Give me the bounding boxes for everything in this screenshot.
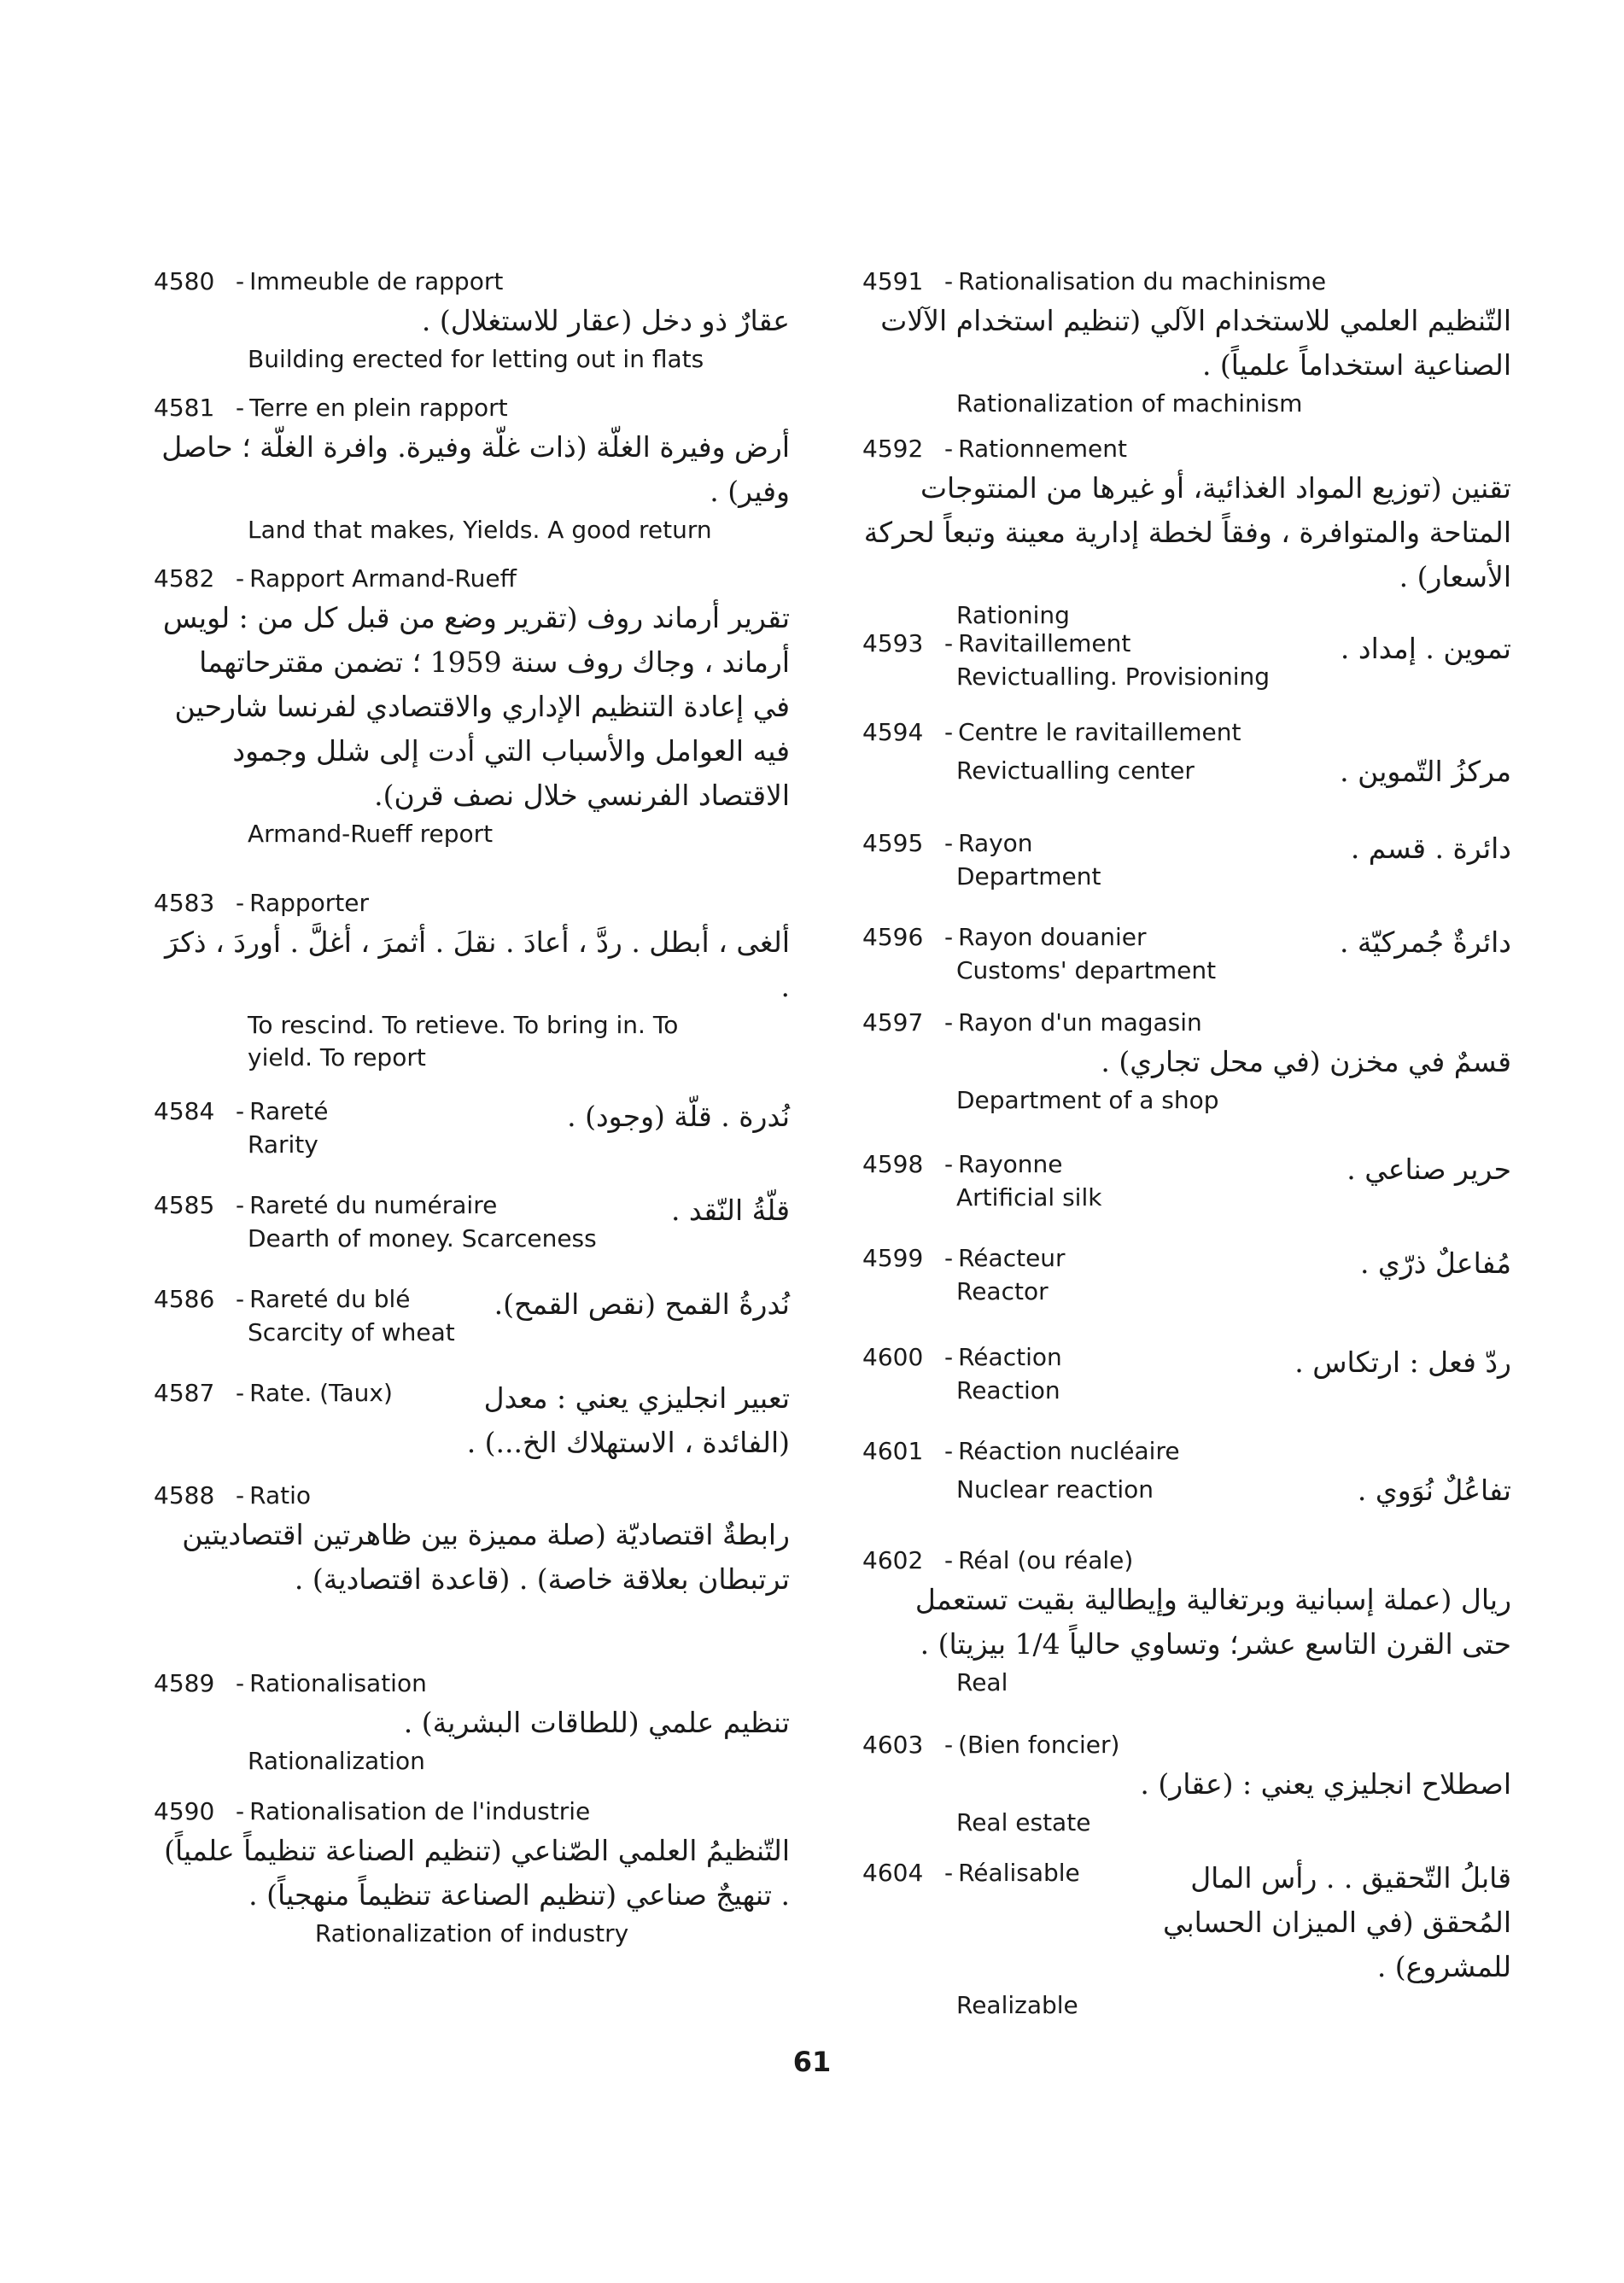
entry-english: Artificial silk bbox=[956, 1183, 1102, 1212]
entry-4589 bbox=[154, 1667, 790, 1795]
entry-term: Réacteur bbox=[958, 1244, 1066, 1272]
entry-number: 4602 bbox=[862, 1546, 924, 1574]
entry-arabic: التّنظيم العلمي للاستخدام الآلي (تنظيم استخدام الآلات الصناعية استخداماً علمياً) . bbox=[880, 304, 1511, 382]
entry-4602 bbox=[862, 1544, 1511, 1728]
entry-arabic: عقارٌ ذو دخل (عقار للاستغلال) . bbox=[421, 304, 790, 337]
entry-term: Rareté du blé bbox=[249, 1285, 411, 1313]
entry-number: 4580 bbox=[154, 267, 215, 295]
entry-english: Reaction bbox=[956, 1376, 1060, 1404]
entry-number: 4601 bbox=[862, 1437, 924, 1465]
entry-english: Rarity bbox=[248, 1130, 318, 1159]
entry-term: Immeuble de rapport bbox=[249, 267, 504, 295]
entry-header: 4587 - Rate. (Taux) bbox=[154, 1376, 790, 1410]
entry-term: Rationnement bbox=[958, 435, 1127, 463]
entry-header: 4583 - Rapporter bbox=[154, 886, 790, 920]
entry-4598 bbox=[862, 1147, 1511, 1241]
entry-english: Reactor bbox=[956, 1277, 1049, 1305]
entry-4582 bbox=[154, 562, 790, 886]
entry-number: 4583 bbox=[154, 889, 215, 917]
entry-4603 bbox=[862, 1728, 1511, 1856]
entry-header: 4590 - Rationalisation de l'industrie bbox=[154, 1795, 790, 1829]
entry-number: 4597 bbox=[862, 1008, 924, 1036]
page-number: 61 bbox=[792, 2046, 832, 2078]
entry-english: Department bbox=[956, 862, 1101, 890]
entry-english: Rationalization of industry bbox=[314, 1919, 629, 1947]
entry-arabic: ألغى ، أبطل . ردَّ ، أعادَ . نقلَ . أثمرَ ، أغلَّ . أوردَ ، ذكرَ . bbox=[165, 925, 790, 1003]
entry-header: 4601 - Réaction nucléaire bbox=[862, 1434, 1511, 1468]
entry-arabic: قسمٌ في مخزن (في محل تجاري) . bbox=[1101, 1045, 1511, 1078]
entry-number: 4581 bbox=[154, 394, 215, 422]
entry-header: 4592 - Rationnement bbox=[862, 432, 1511, 466]
entry-arabic: تموين . إمداد . bbox=[1340, 632, 1511, 665]
entry-number: 4586 bbox=[154, 1285, 215, 1313]
entry-number: 4588 bbox=[154, 1481, 215, 1509]
entry-4588 bbox=[154, 1479, 790, 1667]
entry-arabic: قابلُ التّحقيق . . رأس المال المُحقق (في الميزان الحسابي للمشروع) . bbox=[1162, 1861, 1511, 1983]
entry-arabic: تعبير انجليزي يعني : معدل (الفائدة ، الاستهلاك الخ...) . bbox=[466, 1381, 790, 1459]
entry-english: Dearth of money. Scarceness bbox=[248, 1224, 597, 1252]
entry-number: 4598 bbox=[862, 1150, 924, 1178]
entry-arabic: ريال (عملة إسبانية وبرتغالية وإيطالية بقيت تستعمل حتى القرن التاسع عشر؛ وتساوي حالياً 1/4 بيزيتا) . bbox=[914, 1583, 1511, 1661]
entry-4593 bbox=[862, 627, 1511, 715]
entry-number: 4589 bbox=[154, 1669, 215, 1697]
entry-english: Real bbox=[956, 1668, 1008, 1696]
entry-english: Rationalization bbox=[248, 1747, 425, 1775]
entry-header: 4586 - Rareté du blé bbox=[154, 1282, 790, 1317]
entry-header: 4599 - Réacteur bbox=[862, 1241, 1511, 1276]
entry-header: 4581 - Terre en plein rapport bbox=[154, 391, 790, 425]
entry-number: 4591 bbox=[862, 267, 924, 295]
entry-header: 4604 - Réalisable bbox=[862, 1856, 1511, 1890]
entry-number: 4596 bbox=[862, 923, 924, 951]
entry-term: Réaction bbox=[958, 1343, 1062, 1371]
entry-header: 4594 - Centre le ravitaillement bbox=[862, 715, 1511, 750]
entry-arabic: رابطةٌ اقتصاديّة (صلة مميزة بين ظاهرتين اقتصاديتين ترتبطان بعلاقة خاصة) . (قاعدة اقتصادية) . bbox=[182, 1518, 790, 1596]
entry-number: 4594 bbox=[862, 718, 924, 746]
right-column bbox=[862, 265, 1511, 2019]
left-column bbox=[154, 265, 790, 2000]
entry-4586 bbox=[154, 1282, 790, 1376]
entry-english: Rationing bbox=[956, 601, 1070, 629]
entry-arabic: تقرير أرماند روف (تقرير وضع من قبل كل من : لويس أرماند ، وجاك روف سنة 1959 ؛ تضمن مقترحاتهما في إعادة التنظيم الإداري والاقتصادي لفرنسا شارحين فيه العوامل والأسباب التي أدت إلى شلل وجمود الاقتصاد الفرنسي خلال نصف قرن). bbox=[162, 601, 790, 812]
entry-term: Ravitaillement bbox=[958, 629, 1131, 657]
entry-english: Revictualling. Provisioning bbox=[956, 663, 1271, 691]
entry-number: 4585 bbox=[154, 1191, 215, 1219]
entry-english: Land that makes, Yields. A good return bbox=[248, 516, 712, 544]
entry-number: 4587 bbox=[154, 1379, 215, 1407]
entry-term: Rationalisation du machinisme bbox=[958, 267, 1327, 295]
entry-term: Rareté bbox=[249, 1097, 329, 1125]
entry-term: Réal (ou réale) bbox=[958, 1546, 1134, 1574]
entry-term: Rationalisation bbox=[249, 1669, 427, 1697]
entry-header: 4580 - Immeuble de rapport bbox=[154, 265, 790, 299]
entry-arabic: نُدرةُ القمح (نقص القمح). bbox=[494, 1287, 790, 1321]
entry-term: Centre le ravitaillement bbox=[958, 718, 1241, 746]
entry-4592 bbox=[862, 432, 1511, 627]
entry-header: 4588 - Ratio bbox=[154, 1479, 790, 1513]
entry-number: 4604 bbox=[862, 1859, 924, 1887]
entry-term: Rareté du numéraire bbox=[249, 1191, 498, 1219]
entry-term: Rayonne bbox=[958, 1150, 1063, 1178]
entry-header: 4602 - Réal (ou réale) bbox=[862, 1544, 1511, 1578]
entry-arabic: اصطلاح انجليزي يعني : (عقار) . bbox=[1140, 1767, 1511, 1801]
entry-4594 bbox=[862, 715, 1511, 826]
entry-4585 bbox=[154, 1188, 790, 1282]
entry-4595 bbox=[862, 826, 1511, 920]
entry-number: 4600 bbox=[862, 1343, 924, 1371]
entry-header: 4582 - Rapport Armand-Rueff bbox=[154, 562, 790, 596]
entry-number: 4595 bbox=[862, 829, 924, 857]
entry-term: Rayon d'un magasin bbox=[958, 1008, 1202, 1036]
entry-term: Ratio bbox=[249, 1481, 311, 1509]
entry-number: 4599 bbox=[862, 1244, 924, 1272]
entry-english: Customs' department bbox=[956, 956, 1217, 984]
entry-term: Rate. (Taux) bbox=[249, 1379, 393, 1407]
entry-4601 bbox=[862, 1434, 1511, 1544]
entry-4590 bbox=[154, 1795, 790, 2000]
entry-4597 bbox=[862, 1006, 1511, 1147]
entry-english: Rationalization of machinism bbox=[956, 389, 1303, 417]
entry-arabic: مركزُ التّموين . bbox=[1340, 755, 1511, 788]
entry-english: Revictualling center bbox=[956, 756, 1195, 785]
entry-english: Armand-Rueff report bbox=[248, 820, 494, 848]
entry-term: Rapporter bbox=[249, 889, 370, 917]
entry-header: 4595 - Rayon bbox=[862, 826, 1511, 861]
entry-header: 4596 - Rayon douanier bbox=[862, 920, 1511, 955]
entry-4591 bbox=[862, 265, 1511, 432]
entry-4584 bbox=[154, 1095, 790, 1188]
entry-header: 4603 - (Bien foncier) bbox=[862, 1728, 1511, 1762]
entry-header: 4600 - Réaction bbox=[862, 1340, 1511, 1375]
entry-english: Realizable bbox=[956, 1991, 1078, 2019]
entry-arabic: تنظيم علمي (للطاقات البشرية) . bbox=[403, 1706, 790, 1739]
entry-english: Nuclear reaction bbox=[956, 1475, 1154, 1504]
entry-header: 4584 - Rareté bbox=[154, 1095, 790, 1129]
entry-4583 bbox=[154, 886, 790, 1095]
entry-english: Real estate bbox=[956, 1808, 1091, 1836]
entry-header: 4593 - Ravitaillement bbox=[862, 627, 1511, 661]
entry-4596 bbox=[862, 920, 1511, 1006]
entry-term: Rationalisation de l'industrie bbox=[249, 1797, 591, 1825]
entry-term: Réaction nucléaire bbox=[958, 1437, 1180, 1465]
entry-arabic: التّنظيمُ العلمي الصّناعي (تنظيم الصناعة تنظيماً علمياً) . تنهيجٌ صناعي (تنظيم الصناعة تنظيماً منهجياً) . bbox=[164, 1834, 790, 1912]
entry-4599 bbox=[862, 1241, 1511, 1340]
entry-4604 bbox=[862, 1856, 1511, 2019]
entry-number: 4592 bbox=[862, 435, 924, 463]
entry-number: 4603 bbox=[862, 1731, 924, 1759]
entry-arabic: قلّةُ النّقد . bbox=[670, 1194, 790, 1227]
entry-arabic: أرض وفيرة الغلّة (ذات غلّة وفيرة. وافرة الغلّة ؛ حاصل وفير) . bbox=[161, 430, 790, 508]
entry-header: 4585 - Rareté du numéraire bbox=[154, 1188, 790, 1223]
entry-4581 bbox=[154, 391, 790, 562]
entry-arabic: تفاعُلٌ نُوَوي . bbox=[1357, 1474, 1511, 1507]
entry-arabic: تقنين (توزيع المواد الغذائية، أو غيرها من المنتوجات المتاحة والمتوافرة ، وفقاً لخطة إدارية معينة وتبعاً لحركة الأسعار) . bbox=[863, 471, 1511, 593]
entry-number: 4582 bbox=[154, 564, 215, 593]
entry-english: Department of a shop bbox=[956, 1086, 1219, 1114]
entry-header: 4589 - Rationalisation bbox=[154, 1667, 790, 1701]
entry-arabic: نُدرة . قلّة (وجود) . bbox=[567, 1100, 790, 1133]
entry-number: 4590 bbox=[154, 1797, 215, 1825]
entry-term: Réalisable bbox=[958, 1859, 1080, 1887]
entry-term: Rayon douanier bbox=[958, 923, 1147, 951]
entry-arabic: حرير صناعي . bbox=[1347, 1153, 1511, 1186]
entry-4580 bbox=[154, 265, 790, 391]
entry-number: 4593 bbox=[862, 629, 924, 657]
entry-header: 4591 - Rationalisation du machinisme bbox=[862, 265, 1511, 299]
entry-header: 4598 - Rayonne bbox=[862, 1147, 1511, 1182]
entry-arabic: مُفاعلٌ ذرّي . bbox=[1359, 1247, 1511, 1280]
entry-arabic: دائرة . قسم . bbox=[1350, 832, 1511, 865]
entry-term: Terre en plein rapport bbox=[249, 394, 508, 422]
entry-term: Rayon bbox=[958, 829, 1033, 857]
entry-arabic: ردّ فعل : ارتكاس . bbox=[1294, 1346, 1511, 1379]
entry-english: To rescind. To retieve. To bring in. To yield. To report bbox=[248, 1011, 679, 1071]
entry-4587 bbox=[154, 1376, 790, 1479]
entry-english: Scarcity of wheat bbox=[248, 1318, 455, 1346]
entry-header: 4597 - Rayon d'un magasin bbox=[862, 1006, 1511, 1040]
entry-term: (Bien foncier) bbox=[958, 1731, 1120, 1759]
entry-english: Building erected for letting out in flats bbox=[248, 345, 704, 373]
entry-number: 4584 bbox=[154, 1097, 215, 1125]
entry-term: Rapport Armand-Rueff bbox=[249, 564, 517, 593]
entry-4600 bbox=[862, 1340, 1511, 1434]
entry-arabic: دائرةٌ جُمركيّة . bbox=[1339, 925, 1511, 959]
